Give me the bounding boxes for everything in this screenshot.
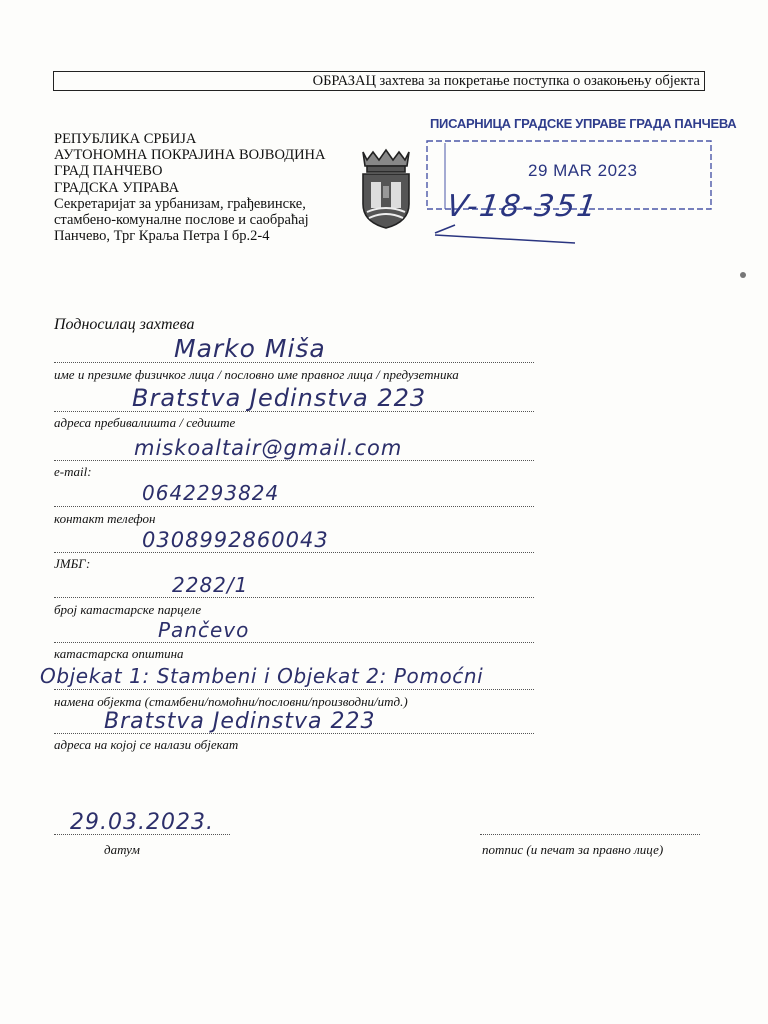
field-phone <box>54 481 534 529</box>
field-object-address <box>54 709 534 755</box>
date-value: 29.03.2023. <box>70 810 214 835</box>
field-line <box>54 506 534 507</box>
field-line <box>54 362 534 363</box>
field-line <box>54 597 534 598</box>
date-caption: датум <box>104 842 140 857</box>
applicant-label: Подносилац захтева <box>54 316 195 333</box>
field-email <box>54 436 534 482</box>
field-line <box>54 733 534 734</box>
jmbg-value: 0308992860043 <box>142 528 329 552</box>
jmbg-caption: ЈМБГ: <box>54 556 91 571</box>
email-caption: e-mail: <box>54 464 92 479</box>
header-line: ГРАДСКА УПРАВА <box>54 179 180 196</box>
field-line <box>54 689 534 690</box>
cadastral-municipality-caption: катастарска општина <box>54 646 184 661</box>
email-value: miskoaltair@gmail.com <box>134 436 403 460</box>
scan-mark-icon <box>736 270 750 280</box>
field-full-name <box>54 334 534 386</box>
object-address-caption: адреса на којој се налази објекат <box>54 737 239 752</box>
field-object-purpose <box>40 664 534 712</box>
field-cadastral-municipality <box>54 618 534 666</box>
parcel-number-value: 2282/1 <box>172 573 249 597</box>
address-value: Bratstva Jedinstva 223 <box>132 384 427 412</box>
signature-caption: потпис (и печат за правно лице) <box>482 842 664 857</box>
field-line <box>54 460 534 461</box>
header-line: РЕПУБЛИКА СРБИЈА <box>54 131 197 147</box>
date-line <box>54 834 230 835</box>
object-purpose-caption: намена објекта (стамбени/помоћни/пословни/производни/итд.) <box>54 694 408 709</box>
address-caption: адреса пребивалишта / седиште <box>54 415 236 430</box>
signature-line <box>480 834 700 835</box>
phone-value: 0642293824 <box>142 481 280 505</box>
object-purpose-value: Objekat 1: Stambeni i Objekat 2: Pomoćni <box>40 664 484 688</box>
header-line: Секретаријат за урбанизам, грађевинске, <box>54 195 306 212</box>
field-line <box>54 411 534 412</box>
stamp-date: 29 MAR 2023 <box>528 161 638 180</box>
form-title-box <box>53 71 705 91</box>
cadastral-municipality-value: Pančevo <box>158 618 250 642</box>
stamp-frame-icon <box>425 113 725 253</box>
header-line: ГРАД ПАНЧЕВО <box>54 163 163 180</box>
registry-stamp <box>425 113 737 253</box>
header-line: Панчево, Трг Краља Петра I бр.2-4 <box>54 228 270 245</box>
header-line: АУТОНОМНА ПОКРАЈИНА ВОЈВОДИНА <box>54 147 326 164</box>
parcel-number-caption: број катастарске парцеле <box>54 602 202 617</box>
object-address-value: Bratstva Jedinstva 223 <box>104 709 376 734</box>
field-line <box>54 642 534 643</box>
stamp-title: ПИСАРНИЦА ГРАДСКЕ УПРАВЕ ГРАДА ПАНЧЕВА <box>430 116 737 131</box>
full-name-value: Marko Miša <box>174 334 326 363</box>
header-line: стамбено-комуналне послове и саобраћај <box>54 212 309 229</box>
field-line <box>54 552 534 553</box>
field-parcel-number <box>54 573 534 621</box>
full-name-caption: име и презиме физичког лица / пословно име правног лица / предузетника <box>54 367 459 382</box>
form-title: ОБРАЗАЦ захтева за покретање поступка о озакоњењу објекта <box>312 73 700 89</box>
field-jmbg <box>54 528 534 574</box>
city-crest-icon <box>357 146 415 230</box>
phone-caption: контакт телефон <box>54 511 156 526</box>
stamp-number: V-18-351 <box>444 189 601 224</box>
field-address <box>54 386 534 434</box>
issuer-header <box>54 131 326 244</box>
